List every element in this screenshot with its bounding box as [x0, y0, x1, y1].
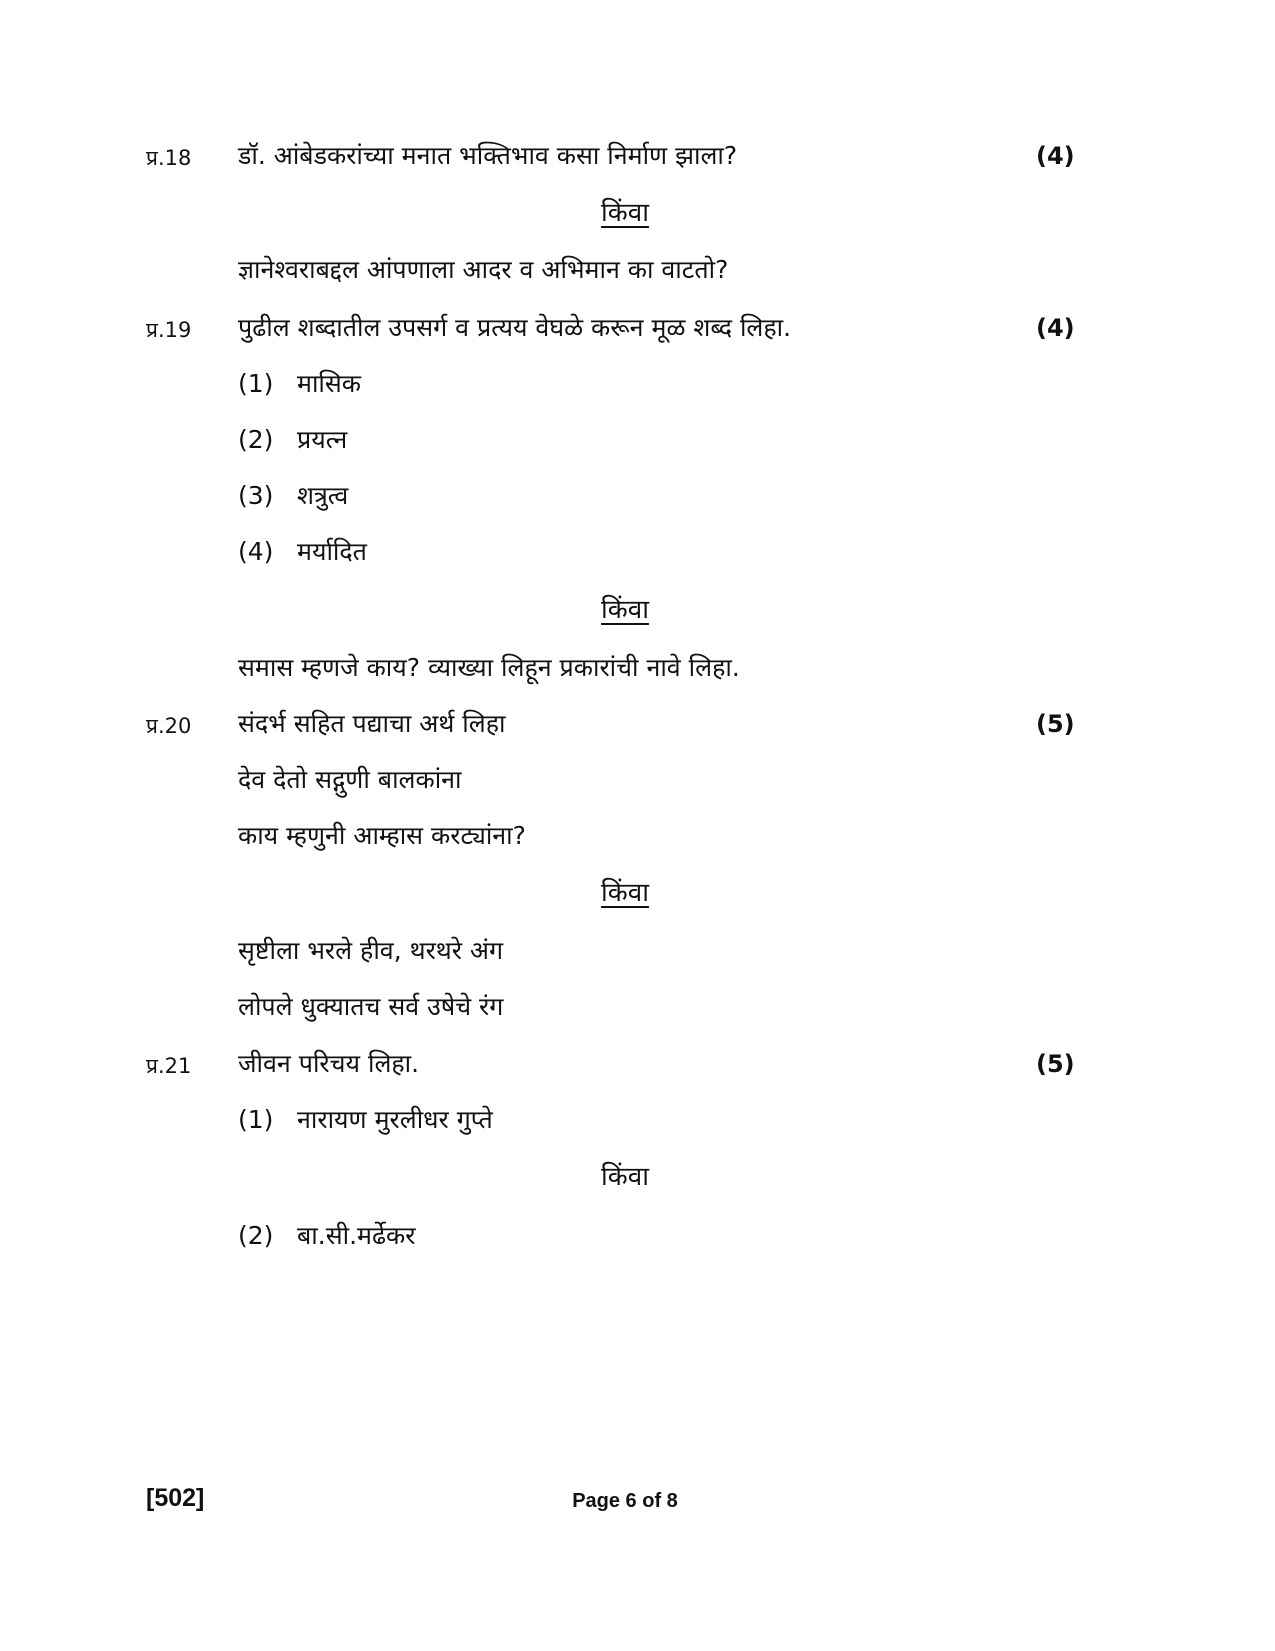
- question-number-20: प्र.20: [146, 714, 192, 738]
- option-text: मासिक: [297, 369, 362, 398]
- or-separator-19: किंवा: [601, 595, 649, 625]
- page-number: Page 6 of 8: [572, 1490, 678, 1512]
- option-number: (2): [238, 425, 274, 454]
- question-21-text: जीवन परिचय लिहा.: [238, 1049, 420, 1078]
- question-number-21: प्र.21: [146, 1054, 192, 1078]
- question-20-text: संदर्भ सहित पद्याचा अर्थ लिहा: [238, 709, 506, 738]
- poem-line: देव देतो सद्गुणी बालकांना: [238, 765, 462, 794]
- option-text: शत्रुत्व: [297, 481, 349, 510]
- question-18-marks: (4): [1036, 142, 1075, 170]
- option-text: बा.सी.मर्ढेकर: [297, 1221, 416, 1250]
- option-number: (3): [238, 481, 274, 510]
- option-number: (1): [238, 369, 274, 398]
- question-number-19: प्र.19: [146, 318, 192, 342]
- or-separator-20: किंवा: [601, 878, 649, 908]
- option-number: (4): [238, 537, 274, 566]
- option-number: (1): [238, 1105, 274, 1134]
- question-number-18: प्र.18: [146, 146, 192, 170]
- option-text: प्रयत्न: [297, 425, 348, 454]
- question-19-alternative: समास म्हणजे काय? व्याख्या लिहून प्रकारांची नावे लिहा.: [238, 653, 740, 682]
- question-19-marks: (4): [1036, 314, 1075, 342]
- or-separator-21: किंवा: [601, 1162, 649, 1192]
- or-separator-18: किंवा: [601, 198, 649, 228]
- option-text: मर्यादित: [297, 537, 367, 566]
- question-20-marks: (5): [1036, 710, 1075, 738]
- poem-line-alt: सृष्टीला भरले हीव, थरथरे अंग: [238, 936, 504, 965]
- option-text: नारायण मुरलीधर गुप्ते: [297, 1105, 493, 1134]
- poem-line: काय म्हणुनी आम्हास करट्यांना?: [238, 821, 526, 850]
- poem-line-alt: लोपले धुक्यातच सर्व उषेचे रंग: [238, 992, 504, 1021]
- question-21-marks: (5): [1036, 1050, 1075, 1078]
- question-18-text: डॉ. आंबेडकरांच्या मनात भक्तिभाव कसा निर्माण झाला?: [238, 141, 738, 170]
- question-19-text: पुढील शब्दातील उपसर्ग व प्रत्यय वेघळे करून मूळ शब्द लिहा.: [238, 313, 792, 342]
- question-18-alternative: ज्ञानेश्वराबद्दल आंपणाला आदर व अभिमान का वाटतो?: [238, 255, 729, 284]
- option-number: (2): [238, 1221, 274, 1250]
- paper-code: [502]: [146, 1484, 205, 1512]
